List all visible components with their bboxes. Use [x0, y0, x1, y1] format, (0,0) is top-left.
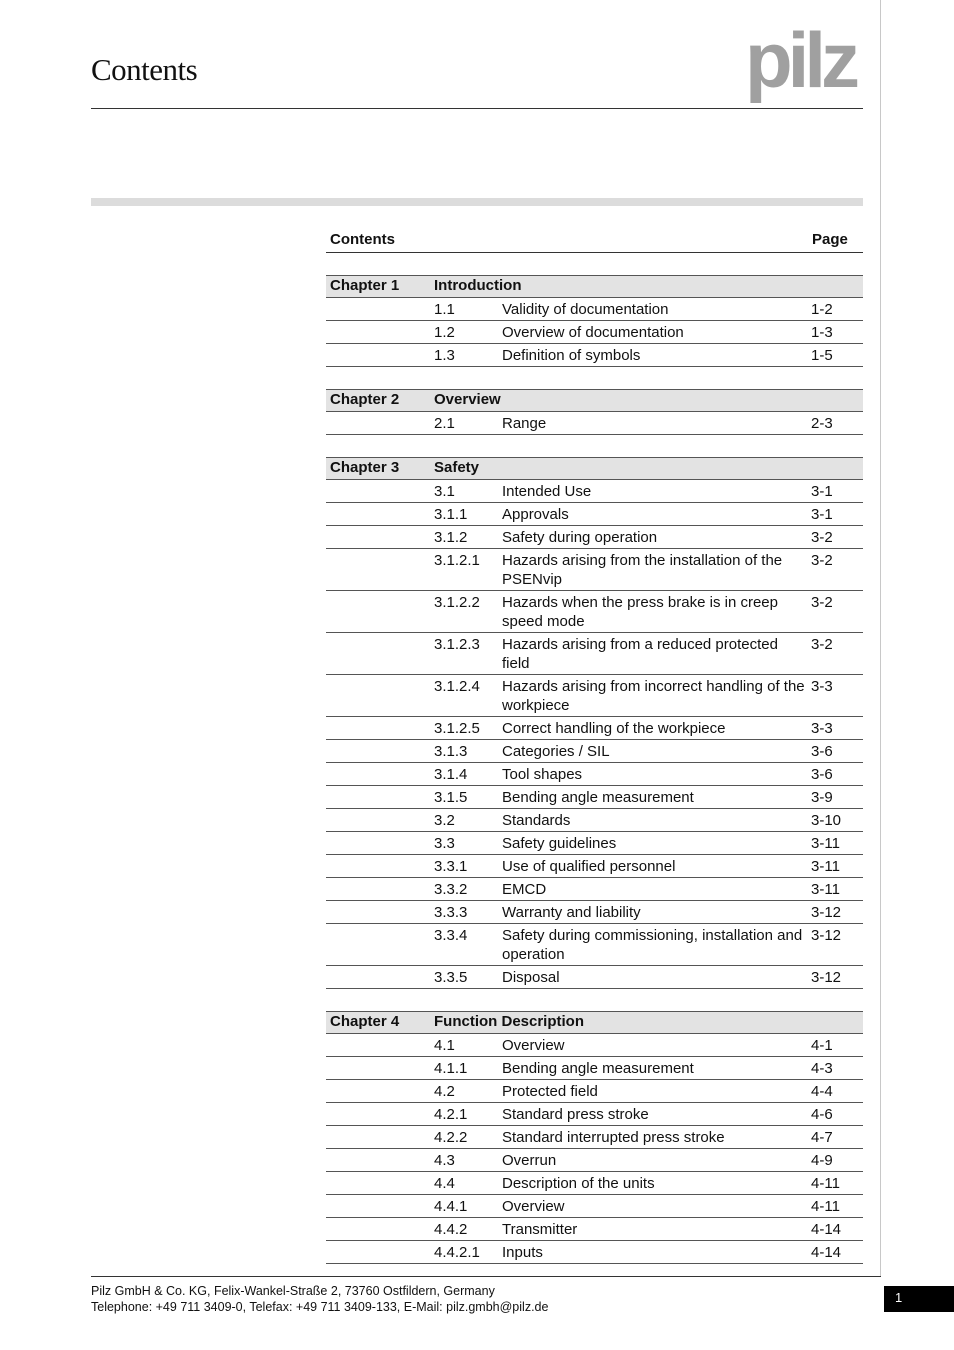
toc-entry-row[interactable] [326, 740, 863, 763]
toc-entry-row[interactable] [326, 832, 863, 855]
chapter-label: Chapter 2 [330, 391, 400, 408]
toc-entry-title: Bending angle measurement [502, 1060, 694, 1077]
toc-entry-page: 3-6 [811, 743, 833, 760]
toc-entry-title: Hazards when the press brake is in creep speed mode [502, 594, 778, 630]
toc-entry-row[interactable] [326, 855, 863, 878]
toc-entry-row[interactable] [326, 924, 863, 966]
footer-address: Pilz GmbH & Co. KG, Felix-Wankel-Straße 2, 73760 Ostfildern, Germany [91, 1284, 495, 1298]
page-number-box [884, 1286, 954, 1312]
chapter-label: Chapter 4 [330, 1013, 400, 1030]
toc-entry-row[interactable] [326, 809, 863, 832]
toc-entry-title: Inputs [502, 1244, 543, 1261]
toc-entry-row[interactable] [326, 1080, 863, 1103]
toc-entry-page: 3-2 [811, 529, 833, 546]
toc-entry-title: Standard interrupted press stroke [502, 1129, 725, 1146]
toc-entry-number: 3.3.2 [434, 881, 468, 898]
toc-entry-row[interactable] [326, 1172, 863, 1195]
toc-entry-title: Hazards arising from a reduced protected field [502, 636, 778, 672]
chapter-heading-row [326, 389, 863, 412]
toc-entry-row[interactable] [326, 717, 863, 740]
toc-entry-number: 3.1.2.1 [434, 552, 480, 569]
toc-entry-number: 3.1.2.5 [434, 720, 480, 737]
toc-entry-page: 4-14 [811, 1221, 842, 1238]
toc-entry-title: Range [502, 415, 547, 432]
toc-entry-number: 3.3 [434, 835, 455, 852]
toc-entry-row[interactable] [326, 786, 863, 809]
toc-entry-page: 3-11 [811, 835, 840, 852]
right-margin-rule [880, 0, 881, 1276]
toc-entry-title: Safety during commissioning, installation and operation [502, 927, 803, 963]
toc-entry-page: 2-3 [811, 415, 833, 432]
toc-entry-page: 3-2 [811, 594, 833, 611]
toc-entry-row[interactable] [326, 633, 863, 675]
toc-entry-row[interactable] [326, 503, 863, 526]
toc-entry-page: 3-2 [811, 552, 833, 569]
page-number: 1 [895, 1290, 903, 1305]
chapter-label: Chapter 3 [330, 459, 400, 476]
toc-chapter [326, 1011, 863, 1264]
toc-entry-page: 3-1 [811, 483, 833, 500]
toc-entry-title: Definition of symbols [502, 347, 641, 364]
toc-entry-number: 4.1.1 [434, 1060, 468, 1077]
toc-entry-row[interactable] [326, 549, 863, 591]
toc-entry-row[interactable] [326, 1195, 863, 1218]
toc-entry-page: 3-12 [811, 904, 842, 921]
toc-entry-row[interactable] [326, 675, 863, 717]
toc-header-contents: Contents [330, 231, 395, 248]
toc-entry-number: 4.2.2 [434, 1129, 468, 1146]
toc-entry-number: 3.3.3 [434, 904, 468, 921]
toc-entry-title: Description of the units [502, 1175, 655, 1192]
toc-chapter [326, 457, 863, 989]
toc-entry-page: 1-3 [811, 324, 833, 341]
footer [91, 1283, 548, 1315]
footer-divider [91, 1276, 881, 1277]
toc-entry-title: Bending angle measurement [502, 789, 694, 806]
toc-entry-number: 4.3 [434, 1152, 455, 1169]
toc-entry-page: 4-14 [811, 1244, 842, 1261]
toc-entry-page: 3-3 [811, 678, 833, 695]
toc-entry-row[interactable] [326, 1241, 863, 1264]
toc-entry-title: Intended Use [502, 483, 592, 500]
toc-entry-title: Categories / SIL [502, 743, 610, 760]
toc-entry-page: 4-9 [811, 1152, 833, 1169]
toc-entry-row[interactable] [326, 526, 863, 549]
toc-entry-row[interactable] [326, 878, 863, 901]
toc-entry-row[interactable] [326, 412, 863, 435]
toc-entry-number: 3.1.3 [434, 743, 468, 760]
toc-header-row [326, 228, 863, 253]
toc-entry-title: Overview of documentation [502, 324, 684, 341]
toc-entry-number: 3.1.2.3 [434, 636, 480, 653]
chapter-title: Function Description [434, 1013, 584, 1030]
chapter-heading-row [326, 457, 863, 480]
toc-entry-row[interactable] [326, 966, 863, 989]
toc-entry-number: 3.1.2 [434, 529, 468, 546]
toc-entry-page: 3-12 [811, 927, 842, 944]
toc-entry-page: 3-10 [811, 812, 842, 829]
toc-entry-number: 3.2 [434, 812, 455, 829]
toc-entry-page: 4-6 [811, 1106, 833, 1123]
toc-entry-title: Use of qualified personnel [502, 858, 676, 875]
toc-entry-number: 1.3 [434, 347, 455, 364]
toc-entry-title: Hazards arising from incorrect handling of the workpiece [502, 678, 805, 714]
chapter-heading-row [326, 275, 863, 298]
page-title: Contents [91, 52, 198, 87]
toc-entry-title: Disposal [502, 969, 560, 986]
toc-entry-row[interactable] [326, 591, 863, 633]
toc-entry-number: 3.1.4 [434, 766, 468, 783]
toc-entry-title: Overview [502, 1037, 565, 1054]
toc-entry-title: Safety during operation [502, 529, 658, 546]
toc-entry-title: Standards [502, 812, 571, 829]
chapter-title: Introduction [434, 277, 522, 294]
toc-entry-number: 4.4.1 [434, 1198, 468, 1215]
toc-entry-row[interactable] [326, 1149, 863, 1172]
chapter-heading-row [326, 1011, 863, 1034]
toc-entry-number: 3.3.4 [434, 927, 468, 944]
toc-entry-number: 3.1.2.2 [434, 594, 480, 611]
toc-entry-row[interactable] [326, 344, 863, 367]
pilz-logo: pilz [745, 16, 855, 104]
toc-entry-number: 3.3.1 [434, 858, 468, 875]
toc-chapter [326, 275, 863, 367]
toc-entry-page: 3-2 [811, 636, 833, 653]
toc-entry-page: 4-11 [811, 1175, 840, 1192]
toc-entry-page: 4-7 [811, 1129, 833, 1146]
toc-entry-title: Standard press stroke [502, 1106, 649, 1123]
toc-chapter [326, 389, 863, 435]
toc-entry-page: 1-5 [811, 347, 833, 364]
toc-entry-row[interactable] [326, 321, 863, 344]
toc-entry-title: Tool shapes [502, 766, 583, 783]
toc-entry-number: 2.1 [434, 415, 455, 432]
toc-entry-page: 3-6 [811, 766, 833, 783]
toc-entry-page: 3-3 [811, 720, 833, 737]
toc-entry-page: 4-11 [811, 1198, 840, 1215]
toc-header-page: Page [812, 231, 848, 248]
table-of-contents [326, 228, 863, 1264]
toc-entry-page: 3-11 [811, 881, 840, 898]
toc-entry-number: 4.4 [434, 1175, 455, 1192]
toc-entry-page: 3-11 [811, 858, 840, 875]
toc-entry-number: 4.4.2 [434, 1221, 468, 1238]
toc-entry-title: Overrun [502, 1152, 557, 1169]
toc-entry-title: Approvals [502, 506, 569, 523]
toc-entry-page: 3-9 [811, 789, 833, 806]
toc-entry-title: Overview [502, 1198, 565, 1215]
toc-entry-title: Hazards arising from the installation of the PSENvip [502, 552, 783, 588]
toc-entry-number: 3.1.5 [434, 789, 468, 806]
toc-entry-row[interactable] [326, 1126, 863, 1149]
toc-entry-row[interactable] [326, 763, 863, 786]
toc-entry-page: 1-2 [811, 301, 833, 318]
toc-entry-title: Protected field [502, 1083, 598, 1100]
toc-entry-number: 1.2 [434, 324, 455, 341]
toc-entry-row[interactable] [326, 1103, 863, 1126]
toc-entry-row[interactable] [326, 901, 863, 924]
toc-entry-title: Safety guidelines [502, 835, 617, 852]
toc-entry-row[interactable] [326, 298, 863, 321]
toc-entry-number: 4.1 [434, 1037, 455, 1054]
toc-entry-row[interactable] [326, 480, 863, 503]
chapter-label: Chapter 1 [330, 277, 400, 294]
chapter-title: Safety [434, 459, 480, 476]
toc-entry-number: 3.1 [434, 483, 455, 500]
toc-entry-title: EMCD [502, 881, 547, 898]
toc-entry-number: 1.1 [434, 301, 455, 318]
toc-entry-title: Validity of documentation [502, 301, 669, 318]
toc-chapters [326, 275, 863, 1264]
toc-entry-page: 3-12 [811, 969, 842, 986]
toc-entry-row[interactable] [326, 1034, 863, 1057]
toc-entry-page: 4-1 [811, 1037, 833, 1054]
toc-entry-row[interactable] [326, 1218, 863, 1241]
toc-entry-page: 3-1 [811, 506, 833, 523]
toc-entry-number: 4.2.1 [434, 1106, 468, 1123]
toc-entry-number: 4.2 [434, 1083, 455, 1100]
toc-entry-number: 3.1.2.4 [434, 678, 480, 695]
toc-entry-title: Correct handling of the workpiece [502, 720, 726, 737]
footer-contact: Telephone: +49 711 3409-0, Telefax: +49 711 3409-133, E-Mail: pilz.gmbh@pilz.de [91, 1300, 549, 1314]
toc-entry-page: 4-3 [811, 1060, 833, 1077]
toc-entry-row[interactable] [326, 1057, 863, 1080]
toc-entry-number: 4.4.2.1 [434, 1244, 480, 1261]
toc-entry-title: Warranty and liability [502, 904, 641, 921]
toc-entry-number: 3.1.1 [434, 506, 468, 523]
toc-entry-page: 4-4 [811, 1083, 833, 1100]
toc-entry-title: Transmitter [502, 1221, 578, 1238]
grey-band-divider [91, 198, 863, 206]
toc-entry-number: 3.3.5 [434, 969, 468, 986]
chapter-title: Overview [434, 391, 501, 408]
header-divider [91, 108, 863, 109]
